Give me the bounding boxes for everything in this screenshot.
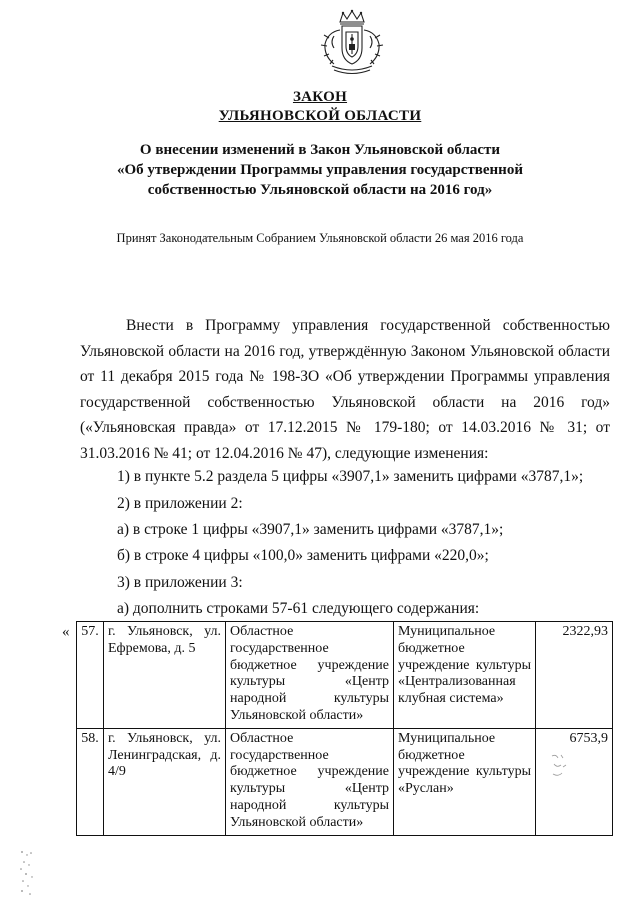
amendment-item: 3) в приложении 3: [117, 574, 243, 591]
amendment-item: б) в строке 4 цифры «100,0» заменить цифрами «220,0»; [117, 547, 489, 564]
coat-of-arms-icon [316, 8, 388, 78]
property-table [76, 621, 613, 836]
intro-paragraph: Внести в Программу управления государственной собственностью Ульяновской области на 2016 год, утверждённую Законом Ульяновской области от 11 декабря 2015 года № 198-ЗО «Об утверждении Программы управления государственной собственностью Ульяновской области на 2016 год» («Ульяновская правда» от 17.12.2015 № 179-180; от 14.03.2016 № 31; от 31.03.2016 № 41; от 12.04.2016 № 47), следующие изменения: [80, 317, 610, 462]
property-address: г. Ульяновск, ул. Ефремова, д. 5 [104, 622, 226, 729]
property-value: 6753,9 [536, 728, 613, 835]
amendment-item: а) в строке 1 цифры «3907,1» заменить цифрами «3787,1»; [117, 521, 504, 538]
property-value: 2322,93 [536, 622, 613, 729]
current-holder: Областное государственное бюджетное учреждение культуры «Центр народной культуры Ульяновской области» [226, 728, 394, 835]
adoption-note: Принят Законодательным Собранием Ульяновской области 26 мая 2016 года [116, 231, 524, 245]
new-holder: Муниципальное бюджетное учреждение культуры «Руслан» [394, 728, 536, 835]
row-number: 58. [77, 728, 104, 835]
row-number: 57. [77, 622, 104, 729]
law-subject-line-3: собственностью Ульяновской области на 2016 год» [147, 182, 493, 198]
amendment-item: а) дополнить строками 57-61 следующего содержания: [117, 600, 480, 617]
law-subject-line-1: О внесении изменений в Закон Ульяновской области [139, 142, 501, 158]
scan-speckle [18, 848, 36, 898]
new-holder: Муниципальное бюджетное учреждение культуры «Централизованная клубная система» [394, 622, 536, 729]
table-opening-quote: « [62, 624, 70, 640]
current-holder: Областное государственное бюджетное учреждение культуры «Центр народной культуры Ульяновской области» [226, 622, 394, 729]
amendment-item: 1) в пункте 5.2 раздела 5 цифры «3907,1» заменить цифрами «3787,1»; [117, 468, 584, 485]
property-address: г. Ульяновск, ул. Ленинградская, д. 4/9 [104, 728, 226, 835]
scan-speckle [549, 752, 571, 780]
amendment-item: 2) в приложении 2: [117, 495, 243, 512]
law-title-line-1: ЗАКОН [292, 89, 348, 105]
table-row [77, 622, 613, 729]
law-title-line-2: УЛЬЯНОВСКОЙ ОБЛАСТИ [218, 108, 422, 124]
law-subject-line-2: «Об утверждении Программы управления государственной [117, 162, 523, 178]
law-subject [20, 140, 620, 200]
law-title [0, 88, 640, 126]
table-row [77, 728, 613, 835]
